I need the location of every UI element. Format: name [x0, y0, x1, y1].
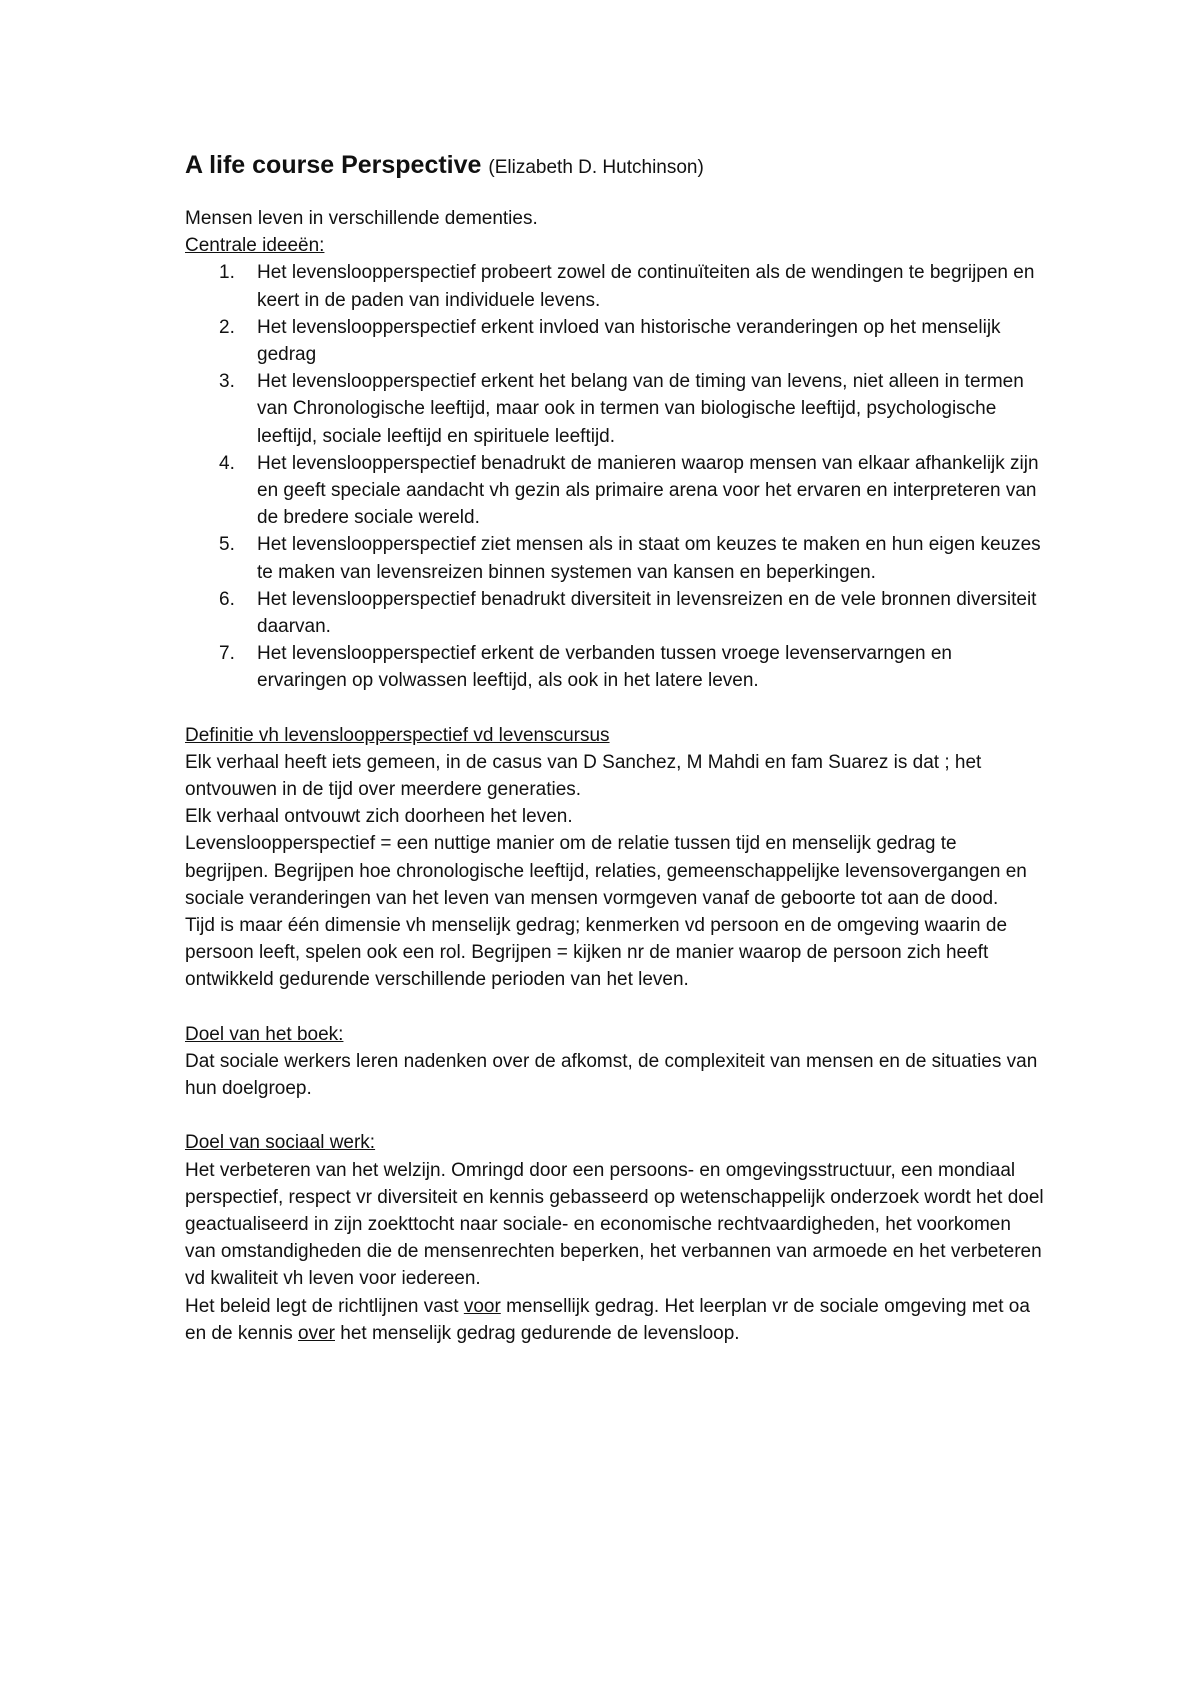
- book-goal-heading: Doel van het boek:: [185, 1023, 344, 1045]
- social-work-goal-heading: Doel van sociaal werk:: [185, 1132, 376, 1154]
- list-number: 2.: [219, 316, 235, 338]
- document-page: [185, 150, 1045, 1347]
- list-item: [185, 531, 1045, 585]
- policy-text: het menselijk gedrag gedurende de levensloop.: [335, 1322, 740, 1344]
- title-main: A life course Perspective: [185, 151, 482, 179]
- spacer: [185, 994, 1045, 1021]
- list-number: 7.: [219, 643, 235, 665]
- list-number: 1.: [219, 262, 235, 284]
- list-number: 6.: [219, 588, 235, 610]
- list-item: [185, 450, 1045, 532]
- list-item: [185, 368, 1045, 450]
- definition-heading: Definitie vh levensloopperspectief vd levenscursus: [185, 724, 610, 746]
- policy-underlined-voor: voor: [463, 1295, 501, 1317]
- policy-underlined-over: over: [298, 1322, 335, 1344]
- list-item: [185, 640, 1045, 694]
- spacer: [185, 1102, 1045, 1129]
- intro-text: Mensen leven in verschillende dementies.: [185, 208, 538, 229]
- document-title: [185, 150, 1045, 183]
- list-item-text: Het levensloopperspectief erkent invloed van historische veranderingen op het menselijk gedrag: [257, 316, 1001, 366]
- list-item-text: Het levensloopperspectief benadrukt diversiteit in levensreizen en de vele bronnen diversiteit daarvan.: [257, 588, 1037, 638]
- policy-text: Het beleid legt de richtlijnen vast: [185, 1295, 464, 1317]
- title-author: (Elizabeth D. Hutchinson): [488, 157, 704, 178]
- central-ideas-heading: Centrale ideeën:: [185, 235, 325, 257]
- definition-paragraph: Elk verhaal ontvouwt zich doorheen het leven.: [185, 806, 573, 828]
- list-number: 4.: [219, 452, 235, 474]
- list-number: 3.: [219, 371, 235, 393]
- book-goal-text: Dat sociale werkers leren nadenken over de afkomst, de complexiteit van mensen en de situaties van hun doelgroep.: [185, 1050, 1038, 1100]
- list-item: [185, 586, 1045, 640]
- spacer: [185, 695, 1045, 722]
- list-item: [185, 314, 1045, 368]
- list-item-text: Het levensloopperspectief ziet mensen als in staat om keuzes te maken en hun eigen keuzes te maken van levensreizen binnen systemen van kansen en beperkingen.: [257, 534, 1041, 583]
- policy-paragraph: [185, 1293, 1045, 1347]
- list-number: 5.: [219, 534, 235, 556]
- list-item-text: Het levensloopperspectief erkent de verbanden tussen vroege levenservarngen en ervaringen op volwassen leeftijd, als ook in het latere leven.: [257, 643, 953, 692]
- central-ideas-list: [185, 259, 1045, 694]
- list-item: [185, 259, 1045, 313]
- definition-paragraph: Tijd is maar één dimensie vh menselijk gedrag; kenmerken vd persoon en de omgeving waarin de persoon leeft, spelen ook een rol. Begrijpen = kijken nr de manier waarop de persoon zich heeft ontwikkeld gedurende verschillende perioden van het leven.: [185, 915, 1008, 991]
- list-item-text: Het levensloopperspectief benadrukt de manieren waarop mensen van elkaar afhankelijk zijn en geeft speciale aandacht vh gezin als primaire arena voor het ervaren en interpreteren van de bredere sociale wereld.: [257, 452, 1039, 529]
- list-item-text: Het levensloopperspectief erkent het belang van de timing van levens, niet alleen in termen van Chronologische leeftijd, maar ook in termen van biologische leeftijd, psychologische leeftijd, sociale leeftijd en spirituele leeftijd.: [257, 371, 1024, 447]
- definition-paragraph: Elk verhaal heeft iets gemeen, in de casus van D Sanchez, M Mahdi en fam Suarez is dat ; het ontvouwen in de tijd over meerdere generaties.: [185, 751, 982, 801]
- list-item-text: Het levensloopperspectief probeert zowel de continuïteiten als de wendingen te begrijpen en keert in de paden van individuele levens.: [257, 262, 1035, 311]
- definition-paragraph: Levensloopperspectief = een nuttige manier om de relatie tussen tijd en menselijk gedrag te begrijpen. Begrijpen hoe chronologische leeftijd, relaties, gemeenschappelijke levensovergangen en sociale veranderingen van het leven van mensen vormgeven vanaf de geboorte tot aan de dood.: [185, 833, 1027, 909]
- social-work-goal-text: Het verbeteren van het welzijn. Omringd door een persoons- en omgevingsstructuur, een mondiaal perspectief, respect vr diversiteit en kennis gebasseerd op wetenschappelijk onderzoek wordt het doel geactualiseerd in zijn zoekttocht naar sociale- en economische rechtvaardigheden, het voorkomen van omstandigheden die de mensenrechten beperken, het verbannen van armoede en het verbeteren vd kwaliteit vh leven voor iedereen.: [185, 1159, 1044, 1290]
- policy-text: mensellijk gedrag. Het leerplan vr de sociale omgeving met oa en de kennis: [185, 1295, 1030, 1344]
